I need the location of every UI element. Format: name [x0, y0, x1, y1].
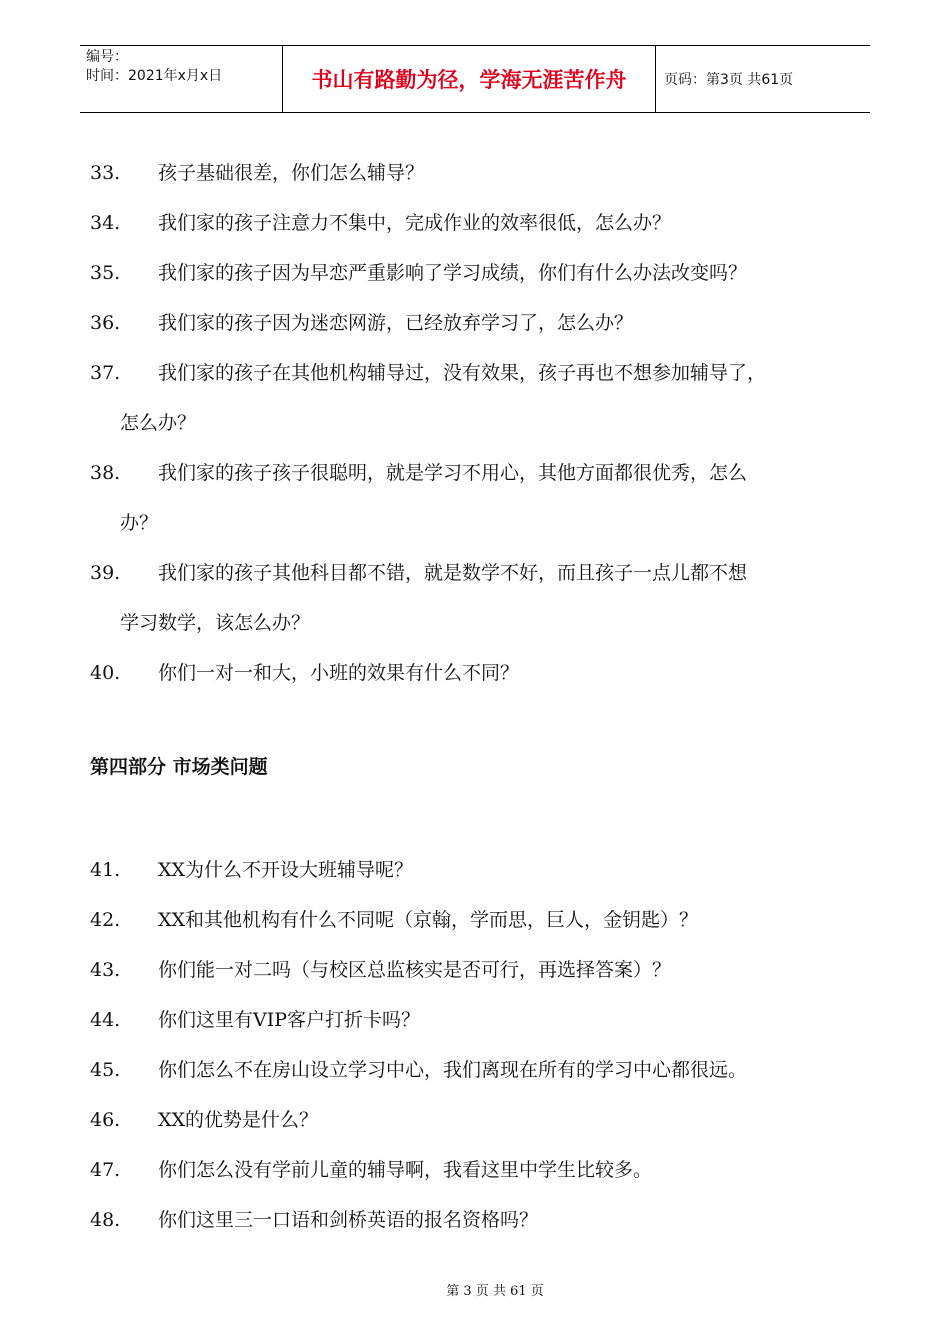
question-list-part4 — [90, 845, 880, 1245]
question-item — [90, 1195, 880, 1245]
header-meta — [80, 46, 282, 112]
question-item — [90, 248, 880, 298]
section-title: 第四部分 市场类问题 — [90, 756, 268, 778]
header-number-label: 编号： — [86, 49, 128, 65]
question-item — [90, 448, 880, 498]
question-number: 43. — [90, 959, 121, 981]
header-motto: 书山有路勤为径，学海无涯苦作舟 — [282, 46, 656, 112]
question-number: 35. — [90, 262, 121, 284]
question-item — [90, 298, 880, 348]
question-text: XX的优势是什么？ — [158, 1109, 319, 1131]
question-item — [90, 148, 880, 198]
question-text: XX为什么不开设大班辅导呢？ — [158, 859, 414, 881]
question-number: 36. — [90, 312, 121, 334]
question-number: 39. — [90, 562, 121, 584]
question-item — [90, 1045, 880, 1095]
question-text: 我们家的孩子注意力不集中，完成作业的效率很低，怎么办？ — [158, 212, 672, 234]
question-text: 你们怎么没有学前儿童的辅导啊，我看这里中学生比较多。 — [158, 1159, 653, 1181]
question-text: 你们一对一和大，小班的效果有什么不同？ — [158, 662, 520, 684]
question-text: 我们家的孩子因为早恋严重影响了学习成绩，你们有什么办法改变吗？ — [158, 262, 748, 284]
question-number: 34. — [90, 212, 121, 234]
question-text: 我们家的孩子其他科目都不错，就是数学不好，而且孩子一点儿都不想 — [158, 562, 748, 584]
question-number: 41. — [90, 859, 121, 881]
question-text: 我们家的孩子在其他机构辅导过，没有效果，孩子再也不想参加辅导了， — [158, 362, 767, 384]
question-number: 46. — [90, 1109, 121, 1131]
question-list-part3 — [90, 148, 880, 698]
question-item — [90, 995, 880, 1045]
question-text: 你们这里有VIP客户打折卡吗？ — [158, 1009, 421, 1031]
header-page-info: 页码：第3页 共61页 — [664, 72, 794, 88]
question-number: 37. — [90, 362, 121, 384]
question-item — [90, 1145, 880, 1195]
question-text: 我们家的孩子孩子很聪明，就是学习不用心，其他方面都很优秀，怎么 — [158, 462, 748, 484]
question-text-continued: 怎么办？ — [120, 412, 197, 434]
question-item — [90, 895, 880, 945]
question-text: 孩子基础很差，你们怎么辅导？ — [158, 162, 425, 184]
question-text-continued: 学习数学，该怎么办？ — [120, 612, 311, 634]
question-text: XX和其他机构有什么不同呢（京翰，学而思，巨人，金钥匙）？ — [158, 909, 699, 931]
question-item — [90, 548, 880, 598]
page-header — [80, 45, 870, 113]
question-item — [90, 198, 880, 248]
question-number: 40. — [90, 662, 121, 684]
question-number: 42. — [90, 909, 121, 931]
question-item — [90, 348, 880, 398]
question-number: 45. — [90, 1059, 121, 1081]
question-item — [90, 845, 880, 895]
header-time-label: 时间：2021年x月x日 — [86, 68, 223, 84]
question-text: 你们这里三一口语和剑桥英语的报名资格吗？ — [158, 1209, 539, 1231]
question-number: 38. — [90, 462, 121, 484]
question-number: 44. — [90, 1009, 121, 1031]
question-number: 47. — [90, 1159, 121, 1181]
question-item — [90, 1095, 880, 1145]
question-number: 48. — [90, 1209, 121, 1231]
question-text: 你们能一对二吗（与校区总监核实是否可行，再选择答案）？ — [158, 959, 672, 981]
question-text: 我们家的孩子因为迷恋网游，已经放弃学习了，怎么办？ — [158, 312, 634, 334]
question-item — [90, 648, 880, 698]
question-number: 33. — [90, 162, 121, 184]
question-text-continued: 办？ — [120, 512, 159, 534]
question-text: 你们怎么不在房山设立学习中心，我们离现在所有的学习中心都很远。 — [158, 1059, 748, 1081]
question-item — [90, 945, 880, 995]
page-footer: 第 3 页 共 61 页 — [446, 1284, 544, 1299]
